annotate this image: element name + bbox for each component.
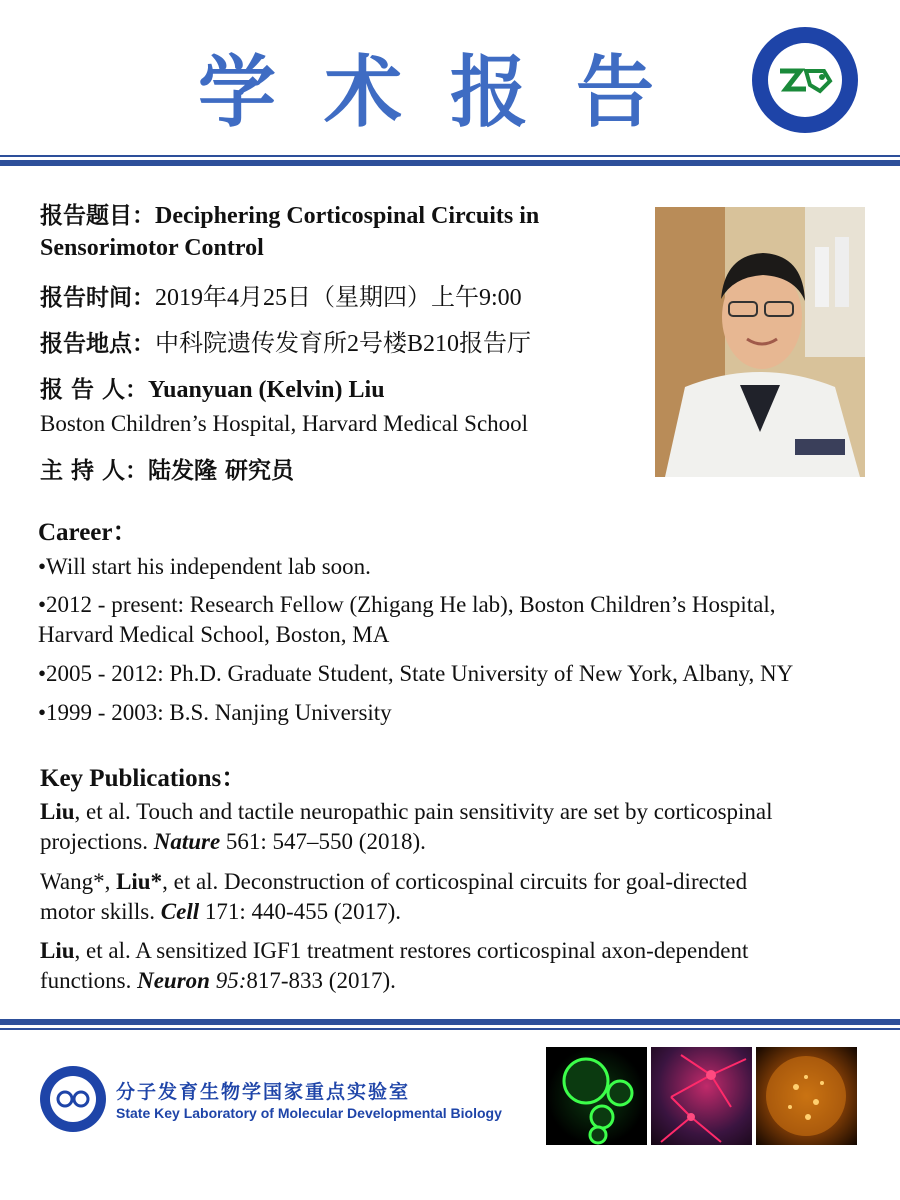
publications-heading: Key Publications： xyxy=(40,765,247,792)
microscopy-image-green-spheres xyxy=(546,1047,647,1145)
career-item: •1999 - 2003: B.S. Nanjing University xyxy=(38,700,392,725)
publication-journal: Nature xyxy=(153,829,221,854)
host-label: 主 持 人： xyxy=(40,458,149,484)
publication-citation: 817-833 (2017). xyxy=(246,968,396,993)
talk-time-label: 报告时间： xyxy=(40,285,155,311)
career-item: •2005 - 2012: Ph.D. Graduate Student, State University of New York, Albany, NY xyxy=(38,661,794,686)
host-value: 陆发隆 研究员 xyxy=(148,458,295,484)
footer-divider-thin xyxy=(0,1028,900,1030)
publication-journal: Neuron xyxy=(137,968,210,993)
talk-title-line2-block xyxy=(40,232,264,264)
talk-time-value: 2019年4月25日（星期四）上午9:00 xyxy=(155,285,522,311)
publication-citation: 561: 547–550 (2018). xyxy=(220,829,426,854)
speaker-affiliation: Boston Children’s Hospital, Harvard Medical School xyxy=(40,411,529,436)
publication-journal: Cell xyxy=(160,899,200,924)
publication-volume: 95: xyxy=(209,968,247,993)
publication-author: Liu xyxy=(40,799,75,824)
speaker-row xyxy=(40,374,385,406)
page-title: 学术报告 xyxy=(197,48,702,138)
talk-title-block xyxy=(40,200,539,232)
publication-text: , et al. A sensitized IGF1 treatment restores corticospinal axon-dependent xyxy=(74,938,749,963)
publication-text: functions. xyxy=(40,968,138,993)
publication-text: projections. xyxy=(40,829,154,854)
talk-place-label: 报告地点： xyxy=(40,331,155,357)
speaker-label: 报 告 人： xyxy=(40,377,149,403)
institute-seal-icon xyxy=(752,27,858,133)
career-item: •2012 - present: Research Fellow (Zhigang He lab), Boston Children’s Hospital, xyxy=(38,592,776,617)
speaker-photo xyxy=(655,207,865,477)
publication-coauthor: Wang*, xyxy=(40,869,117,894)
publication-text: , et al. Touch and tactile neuropathic pain sensitivity are set by corticospinal xyxy=(74,799,773,824)
footer-divider-thick xyxy=(0,1019,900,1025)
publication-text: , et al. Deconstruction of corticospinal circuits for goal-directed xyxy=(162,869,748,894)
lab-seal-icon xyxy=(40,1066,106,1132)
publication-text: motor skills. xyxy=(40,899,161,924)
talk-place-value: 中科院遗传发育所2号楼B210报告厅 xyxy=(155,331,532,357)
publication-2 xyxy=(40,867,747,927)
career-item-continued: Harvard Medical School, Boston, MA xyxy=(38,622,390,647)
publication-author: Liu* xyxy=(116,869,163,894)
publication-1 xyxy=(40,797,773,857)
lab-name-cn: 分子发育生物学国家重点实验室 xyxy=(116,1081,411,1103)
microscopy-image-neurons xyxy=(651,1047,752,1145)
publication-3 xyxy=(40,936,748,996)
talk-time-row xyxy=(40,282,522,314)
microscopy-image-orange-cell xyxy=(756,1047,857,1145)
talk-place-row xyxy=(40,328,531,360)
header-divider-thick xyxy=(0,160,900,166)
publication-citation: 171: 440-455 (2017). xyxy=(199,899,401,924)
lab-name-en: State Key Laboratory of Molecular Developmental Biology xyxy=(116,1105,502,1121)
talk-title-line2: Sensorimotor Control xyxy=(40,235,264,261)
host-row xyxy=(40,455,294,487)
talk-title-line1: Deciphering Corticospinal Circuits in xyxy=(155,203,540,229)
header-divider-thin xyxy=(0,155,900,157)
career-item: •Will start his independent lab soon. xyxy=(38,554,371,579)
publication-author: Liu xyxy=(40,938,75,963)
career-heading: Career： xyxy=(38,519,138,546)
speaker-name: Yuanyuan (Kelvin) Liu xyxy=(148,377,385,403)
talk-title-label: 报告题目： xyxy=(40,203,155,229)
